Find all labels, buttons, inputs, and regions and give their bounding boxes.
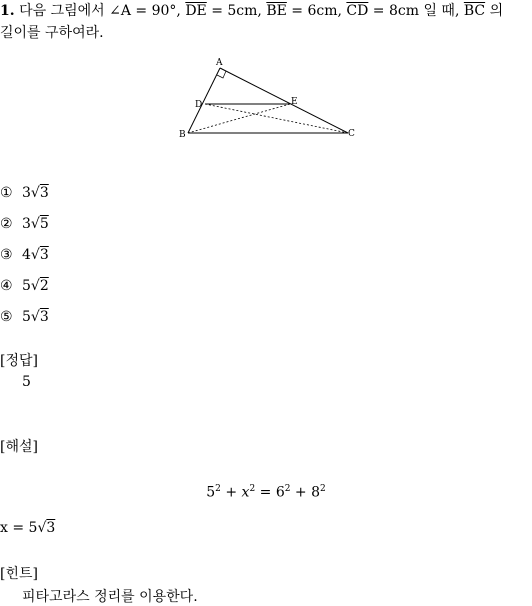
question-text-part: 다음 그림에서 ∠A = 90°, xyxy=(19,3,186,19)
choice-radicand: 3 xyxy=(39,247,49,263)
hint-text: 피타고라스 정리를 이용한다. xyxy=(22,589,198,605)
segment-cd: $\overline{CD}$ xyxy=(346,3,369,19)
choice-radicand: 2 xyxy=(39,278,49,294)
choice-value: 5√2 xyxy=(22,278,49,294)
choice-2[interactable] xyxy=(0,214,49,234)
choice-1[interactable] xyxy=(0,183,49,203)
question-line-1 xyxy=(0,0,532,22)
answer-label: [정답] xyxy=(0,353,38,369)
choice-value: 5√3 xyxy=(22,309,49,325)
choice-5[interactable] xyxy=(0,307,49,327)
choice-value: 3√3 xyxy=(22,185,49,201)
explanation-equation xyxy=(0,484,532,501)
answer-value: 5 xyxy=(22,374,31,390)
explanation-label: [해설] xyxy=(0,439,38,455)
choice-coef: 3 xyxy=(22,216,31,232)
question-number: 1. xyxy=(0,3,15,19)
eq-exponent: 2 xyxy=(249,484,256,494)
choice-marker: ③ xyxy=(0,247,13,263)
hint-label: [힌트] xyxy=(0,566,38,582)
choice-marker: ② xyxy=(0,216,13,232)
question-text-part: = 5cm, xyxy=(206,3,267,19)
label-d: D xyxy=(195,100,203,110)
question-text-part: = 6cm, xyxy=(286,3,347,19)
eq-exponent: 2 xyxy=(284,484,291,494)
choice-coef: 5 xyxy=(22,309,31,325)
choice-4[interactable] xyxy=(0,276,49,296)
segment-de: $\overline{DE}$ xyxy=(185,3,207,19)
segment-cd-line xyxy=(205,104,348,133)
side-ab xyxy=(188,68,220,133)
label-c: C xyxy=(348,129,355,139)
triangle-diagram xyxy=(170,56,370,146)
segment-be-line xyxy=(188,104,290,133)
label-a: A xyxy=(216,58,223,68)
choice-radicand: 3 xyxy=(39,185,49,201)
eq-operator: = xyxy=(259,484,272,501)
choice-3[interactable] xyxy=(0,245,49,265)
side-ac xyxy=(220,68,348,133)
choice-coef: 5 xyxy=(22,278,31,294)
result-lhs: x = 5 xyxy=(0,520,38,536)
choice-radicand: 3 xyxy=(39,309,49,325)
choice-marker: ⑤ xyxy=(0,309,13,325)
question-line-2: 길이를 구하여라. xyxy=(0,25,104,41)
eq-exponent: 2 xyxy=(320,484,326,494)
question-text-part: = 8cm 일 때, xyxy=(368,3,464,19)
eq-variable: x xyxy=(241,484,250,501)
eq-term: 6 xyxy=(275,484,285,501)
eq-term: 5 xyxy=(206,484,216,501)
result-radicand: 3 xyxy=(46,520,56,536)
choice-marker: ① xyxy=(0,185,13,201)
segment-bc: $\overline{BC}$ xyxy=(463,3,486,19)
explanation-result: x = 5√3 xyxy=(0,520,56,536)
choice-radicand: 5 xyxy=(39,216,49,232)
choice-value: 4√3 xyxy=(22,247,49,263)
choice-marker: ④ xyxy=(0,278,13,294)
segment-be: $\overline{BE}$ xyxy=(266,3,287,19)
choice-coef: 4 xyxy=(22,247,31,263)
eq-exponent: 2 xyxy=(215,484,221,494)
label-e: E xyxy=(291,97,298,107)
eq-term: 8 xyxy=(311,484,321,501)
eq-operator: + xyxy=(294,484,307,501)
eq-operator: + xyxy=(225,484,238,501)
choice-value: 3√5 xyxy=(22,216,49,232)
label-b: B xyxy=(179,130,186,140)
question-text-part: 의 xyxy=(485,3,504,19)
choice-coef: 3 xyxy=(22,185,31,201)
